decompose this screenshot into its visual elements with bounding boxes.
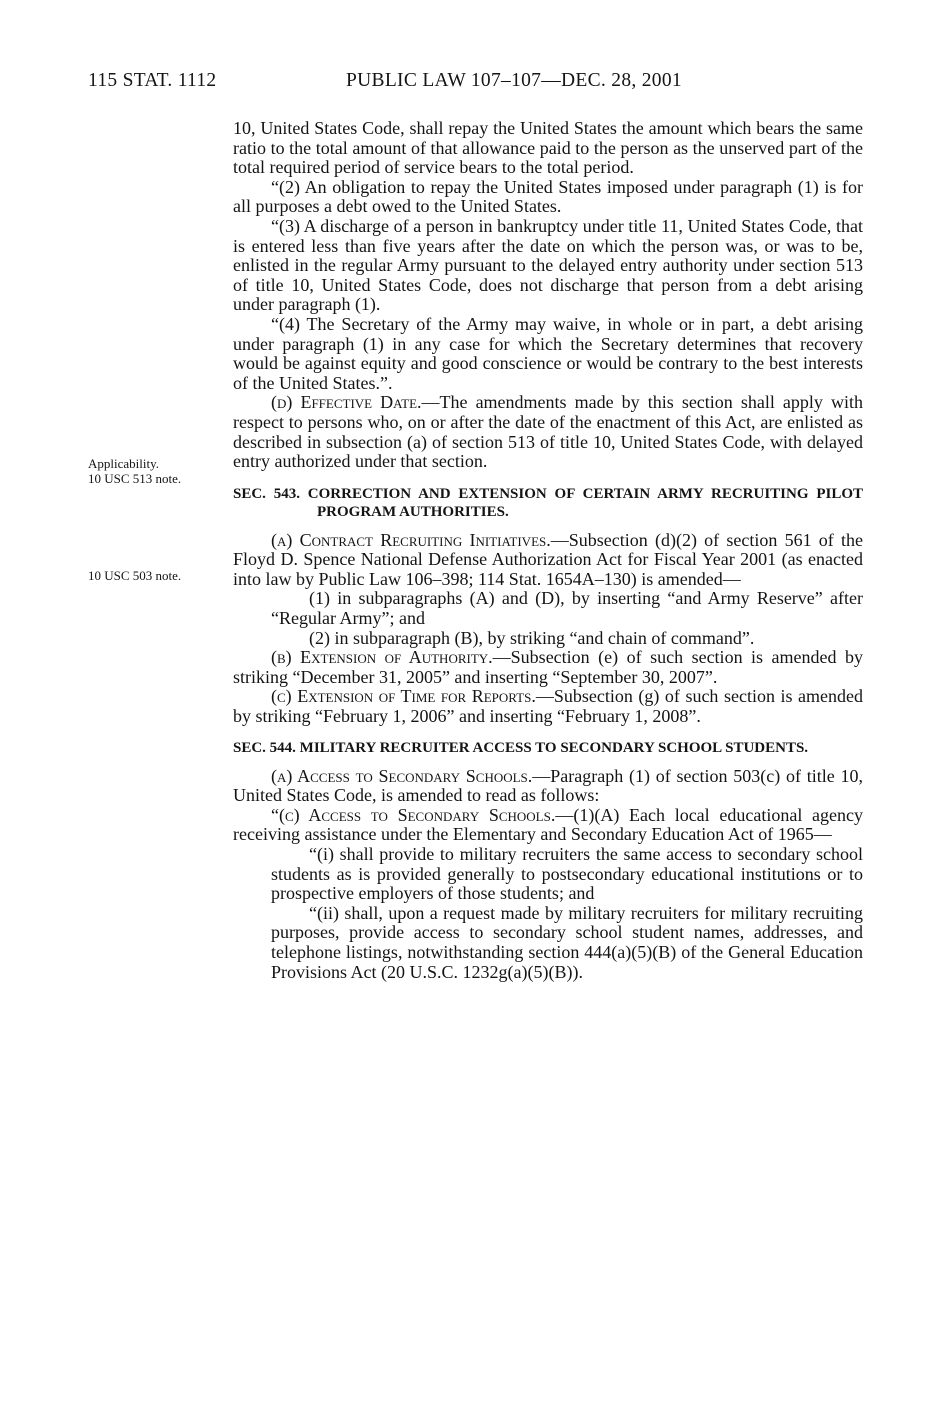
paragraph-543-a xyxy=(233,531,863,590)
access-secondary-label: (a) Access to Secondary Schools. xyxy=(271,765,533,786)
paragraph-waiver: “(4) The Secretary of the Army may waive, in whole or in part, a debt arising under paragraph (1) in any case for which the Secretary determines that recovery would be against equity and good conscience or would be contrary to the best interests of the United States.”. xyxy=(233,313,863,393)
section-543-heading: SEC. 543. CORRECTION AND EXTENSION OF CERTAIN ARMY RECRUITING PILOT PROGRAM AUTHORITIES. xyxy=(233,485,863,520)
access-c-text: —(1)(A) Each local educational agency receiving assistance under the Elementary and Secondary Education Act of 1965— xyxy=(233,804,864,845)
access-secondary-text: —Paragraph (1) of section 503(c) of title 10, United States Code, is amended to read as follows: xyxy=(233,765,863,806)
contract-recruiting-label: (a) Contract Recruiting Initiatives. xyxy=(271,529,551,550)
paragraph-544-ii: “(ii) shall, upon a request made by military recruiters for military recruiting purposes, provide access to secondary school student names, addresses, and telephone listings, notwithstanding section 444(a)(5)(B) of the General Education Provisions Act (20 U.S.C. 1232g(a)(5)(B)). xyxy=(271,902,863,982)
section-544-heading: SEC. 544. MILITARY RECRUITER ACCESS TO SECONDARY SCHOOL STUDENTS. xyxy=(233,739,809,756)
margin-note-usc-503: 10 USC 503 note. xyxy=(88,568,182,583)
public-law-citation: PUBLIC LAW 107–107—DEC. 28, 2001 xyxy=(346,70,682,91)
paragraph-543-b xyxy=(233,648,863,687)
paragraph-543-c xyxy=(233,687,863,726)
paragraph-543-a2: (2) in subparagraph (B), by striking “and chain of command”. xyxy=(309,627,755,648)
paragraph-effective-date xyxy=(233,393,863,471)
margin-note-applicability xyxy=(88,456,181,486)
paragraph-bankruptcy: “(3) A discharge of a person in bankruptcy under title 11, United States Code, that is entered less than five years after the date on which the person was, or was to be, enlisted in the regular Army pursuant to the delayed entry authority under section 513 of title 10, United States Code, does not discharge that person from a debt arising under paragraph (1). xyxy=(233,215,863,315)
paragraph-544-i: “(i) shall provide to military recruiters the same access to secondary school students as is provided generally to postsecondary educational institutions or to prospective employers of those students; and xyxy=(271,844,863,904)
effective-date-label: (d) Effective Date. xyxy=(271,392,422,413)
body-text xyxy=(233,119,863,982)
paragraph-obligation: “(2) An obligation to repay the United States imposed under paragraph (1) is for all purposes a debt owed to the United States. xyxy=(233,176,863,217)
usc-513-note: 10 USC 513 note. xyxy=(88,471,182,486)
applicability-label: Applicability. xyxy=(88,456,160,471)
effective-date-text: —The amendments made by this section shall apply with respect to persons who, on or after the date of the enactment of this Act, are enlisted as described in subsection (a) of section 513 of title 10, United States Code, with delayed entry authorized under that section. xyxy=(233,392,863,472)
extension-reports-label: (c) Extension of Time for Reports. xyxy=(271,686,536,707)
page-header xyxy=(88,70,768,100)
paragraph-543-a1: (1) in subparagraphs (A) and (D), by inserting “and Army Reserve” after “Regular Army”; and xyxy=(271,588,863,629)
paragraph-544-a xyxy=(233,767,863,806)
extension-authority-text: —Subsection (e) of such section is amended by striking “December 31, 2005” and inserting “September 30, 2007”. xyxy=(233,647,863,687)
stat-page-number: 115 STAT. 1112 xyxy=(88,70,217,91)
contract-recruiting-text: —Subsection (d)(2) of section 561 of the Floyd D. Spence National Defense Authorization Act for Fiscal Year 2001 (as enacted into law by Public Law 106–398; 114 Stat. 1654A–130) is amended— xyxy=(233,529,863,589)
paragraph-repay: 10, United States Code, shall repay the United States the amount which bears the same ratio to the total amount of that allowance paid to the person as the unserved part of the total required period of service bears to the total period. xyxy=(233,118,863,178)
access-c-label: “(c) Access to Secondary Schools. xyxy=(271,804,556,825)
extension-authority-label: (b) Extension of Authority. xyxy=(271,647,493,668)
extension-reports-text: —Subsection (g) of such section is amended by striking “February 1, 2006” and inserting “February 1, 2008”. xyxy=(233,686,863,727)
paragraph-544-c xyxy=(233,806,863,845)
